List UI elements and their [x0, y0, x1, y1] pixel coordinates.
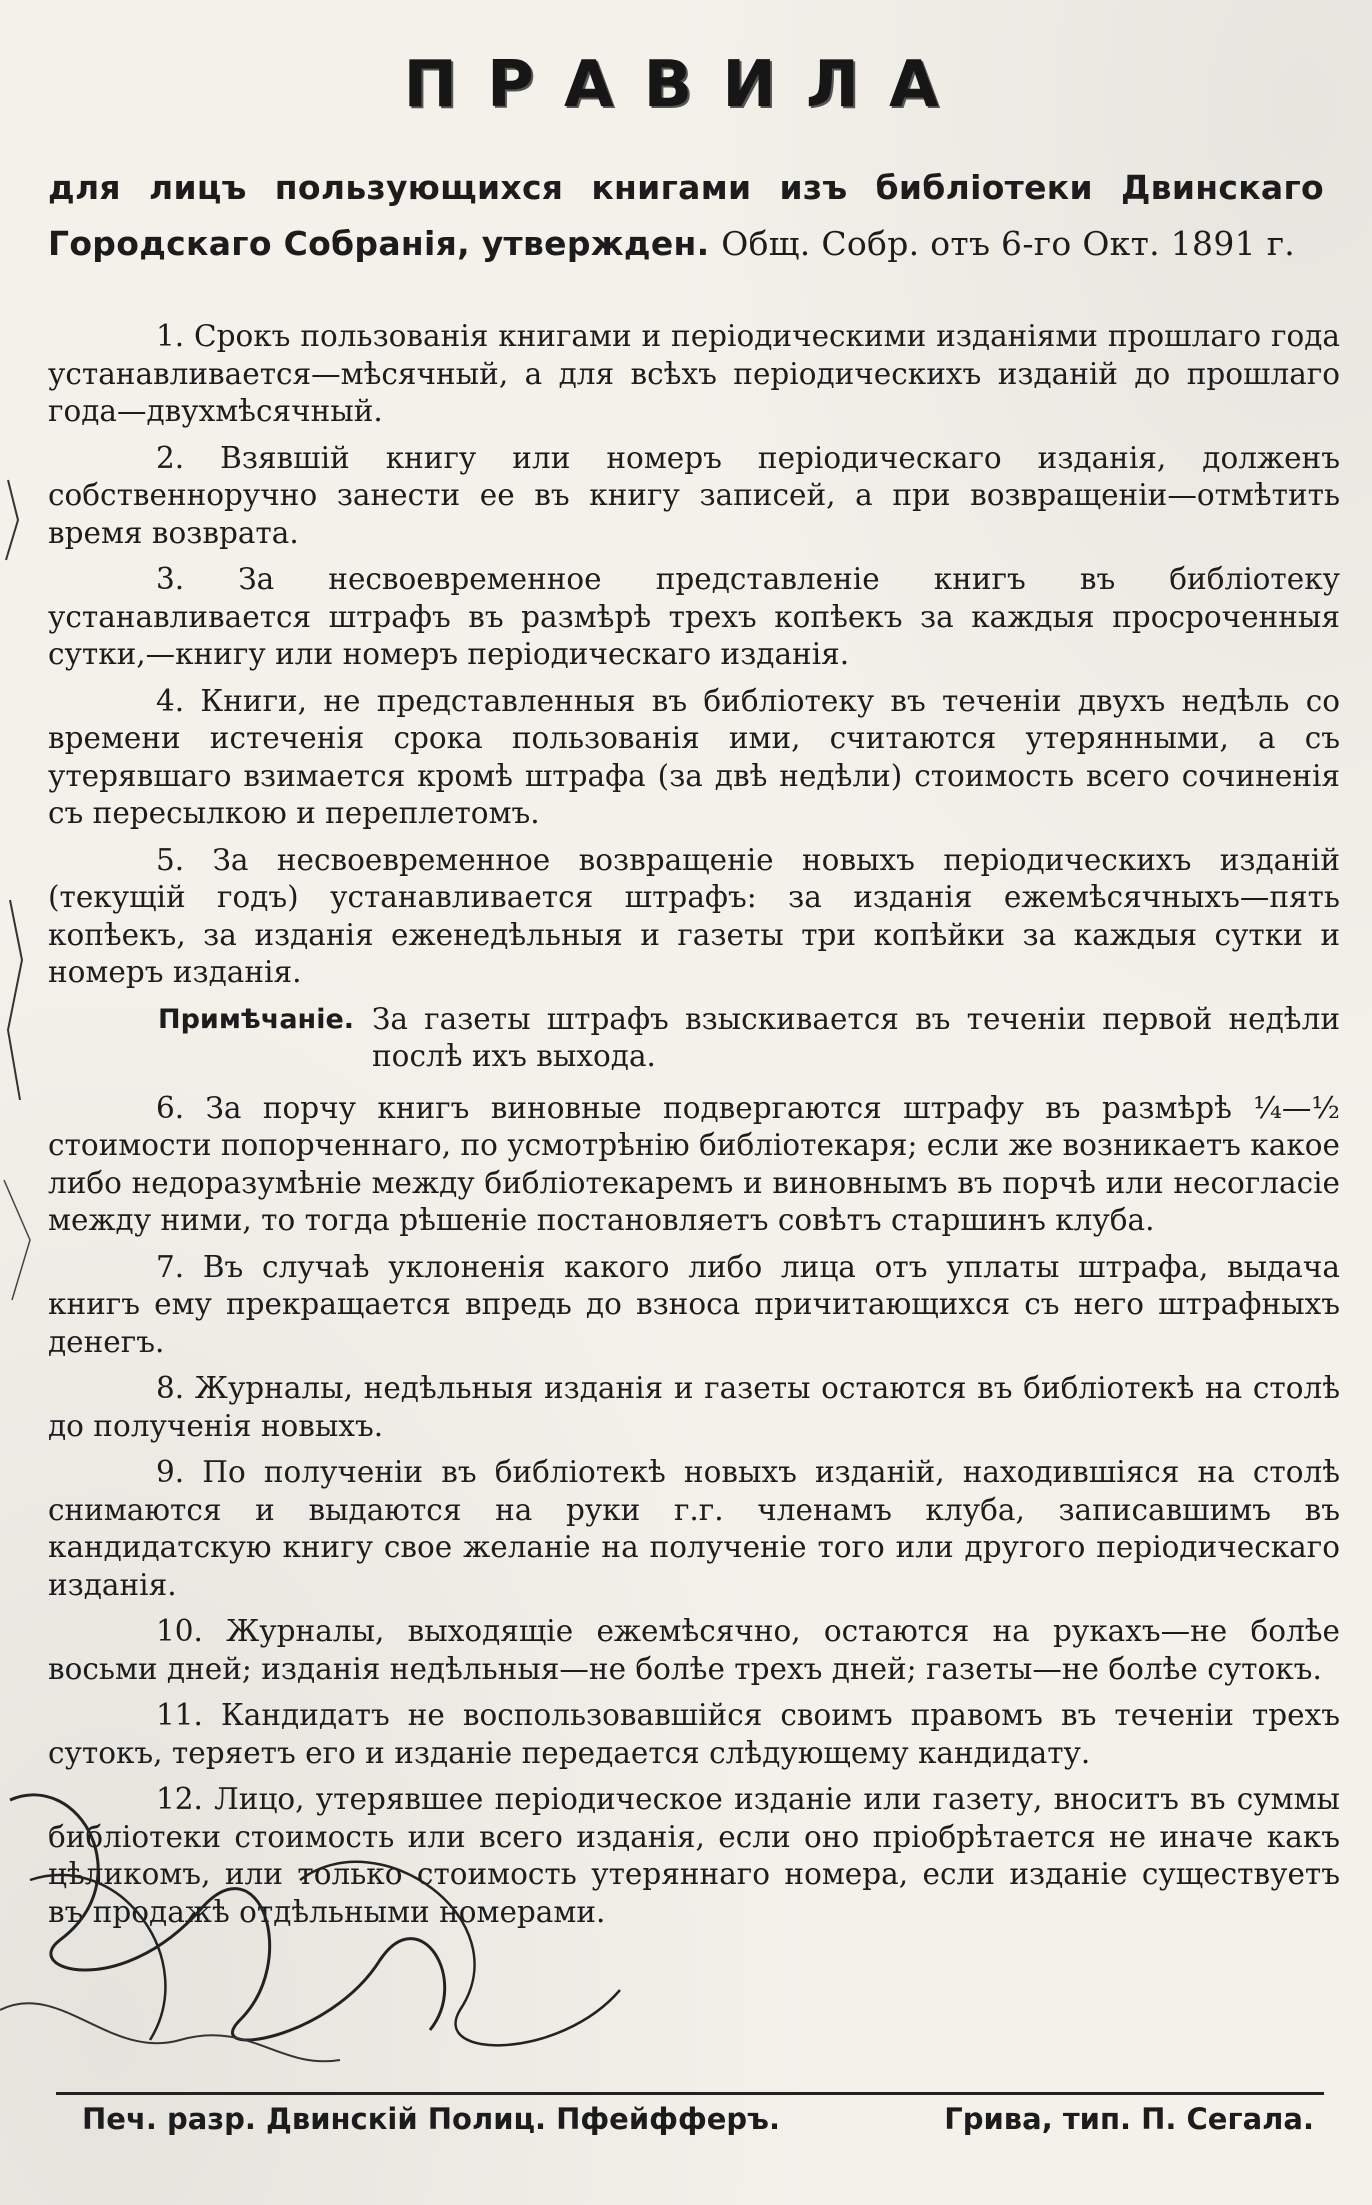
rule-3: 3. За несвоевременное представленіе книгъ въ библіотеку устанавливается штрафъ въ размѣрѣ трехъ копѣекъ за каждыя просроченныя сутки,—книгу или номеръ періодическаго изданія.: [48, 562, 1340, 671]
rule-5: 5. За несвоевременное возвращеніе новыхъ періодическихъ изданій (текущій годъ) устанавливается штрафъ: за изданія ежемѣсячныхъ—пять копѣекъ, за изданія еженедѣльныя и газеты три копѣйки за каждыя сутки и номеръ изданія.: [48, 842, 1340, 989]
document-subtitle: [48, 160, 1324, 272]
printer-imprint: Грива, тип. П. Сегала.: [944, 2102, 1314, 2136]
note-text: За газеты штрафъ взыскивается въ теченіи первой недѣли послѣ ихъ выхода.: [372, 1001, 1340, 1073]
document-title: ПРАВИЛА: [403, 48, 969, 122]
imprint-footer: [82, 2102, 1314, 2136]
note-label: Примѣчаніе.: [158, 1003, 355, 1035]
rule-5-note: [48, 1001, 1340, 1076]
rule-8: 8. Журналы, недѣльныя изданія и газеты остаются въ библіотекѣ на столѣ до полученія новыхъ.: [48, 1371, 1340, 1443]
rule-12: 12. Лицо, утерявшее періодическое изданіе или газету, вноситъ въ суммы библіотеки стоимость или всего изданія, если оно пріобрѣтается не иначе какъ цѣликомъ, или только стоимость утеряннаго номера, если изданіе существуетъ въ продажѣ отдѣльными номерами.: [48, 1782, 1340, 1929]
rule-11: 11. Кандидатъ не воспользовавшійся своимъ правомъ въ теченіи трехъ сутокъ, теряетъ его и изданіе передается слѣдующему кандидату.: [48, 1698, 1340, 1770]
rules-list: [48, 318, 1340, 1940]
rule-2: 2. Взявшій книгу или номеръ періодическаго изданія, долженъ собственноручно занести ее въ книгу записей, а при возвращеніи—отмѣтить время возврата.: [48, 440, 1340, 550]
subtitle-bold-part: для лицъ пользующихся книгами изъ библіотеки Двинскаго Городскаго Собранія, утвержден.: [48, 168, 1324, 263]
rule-7: 7. Въ случаѣ уклоненія какого либо лица отъ уплаты штрафа, выдача книгъ ему прекращается впредь до взноса причитающихся съ него штрафныхъ денегъ.: [48, 1249, 1340, 1359]
rule-4: 4. Книги, не представленныя въ библіотеку въ теченіи двухъ недѣль со времени истеченія срока пользованія ими, считаются утерянными, а съ утерявшаго взимается кромѣ штрафа (за двѣ недѣли) стоимость всего сочиненія съ пересылкою и переплетомъ.: [48, 683, 1340, 830]
footer-divider: [56, 2092, 1324, 2095]
censor-permission: Печ. разр. Двинскій Полиц. Пфейфферъ.: [82, 2102, 780, 2136]
rule-9: 9. По полученіи въ библіотекѣ новыхъ изданій, находившіяся на столѣ снимаются и выдаются на руки г.г. членамъ клуба, записавшимъ въ кандидатскую книгу свое желаніе на полученіе того или другого періодическаго изданія.: [48, 1455, 1340, 1602]
rule-10: 10. Журналы, выходящіе ежемѣсячно, остаются на рукахъ—не болѣе восьми дней; изданія недѣльныя—не болѣе трехъ дней; газеты—не болѣе сутокъ.: [48, 1614, 1340, 1686]
rule-1: 1. Срокъ пользованія книгами и періодическими изданіями прошлаго года устанавливается—мѣсячный, а для всѣхъ періодическихъ изданій до прошлаго года—двухмѣсячный.: [48, 319, 1340, 428]
subtitle-approval-date: Общ. Собр. отъ 6-го Окт. 1891 г.: [721, 224, 1296, 263]
rule-6: 6. За порчу книгъ виновные подвергаются штрафу въ размѣрѣ ¼—½ стоимости попорченнаго, по усмотрѣнію библіотекаря; если же возникаетъ какое либо недоразумѣніе между библіотекаремъ и виновнымъ въ порчѣ или несогласіе между ними, то тогда рѣшеніе постановляетъ совѣтъ старшинъ клуба.: [48, 1090, 1340, 1237]
